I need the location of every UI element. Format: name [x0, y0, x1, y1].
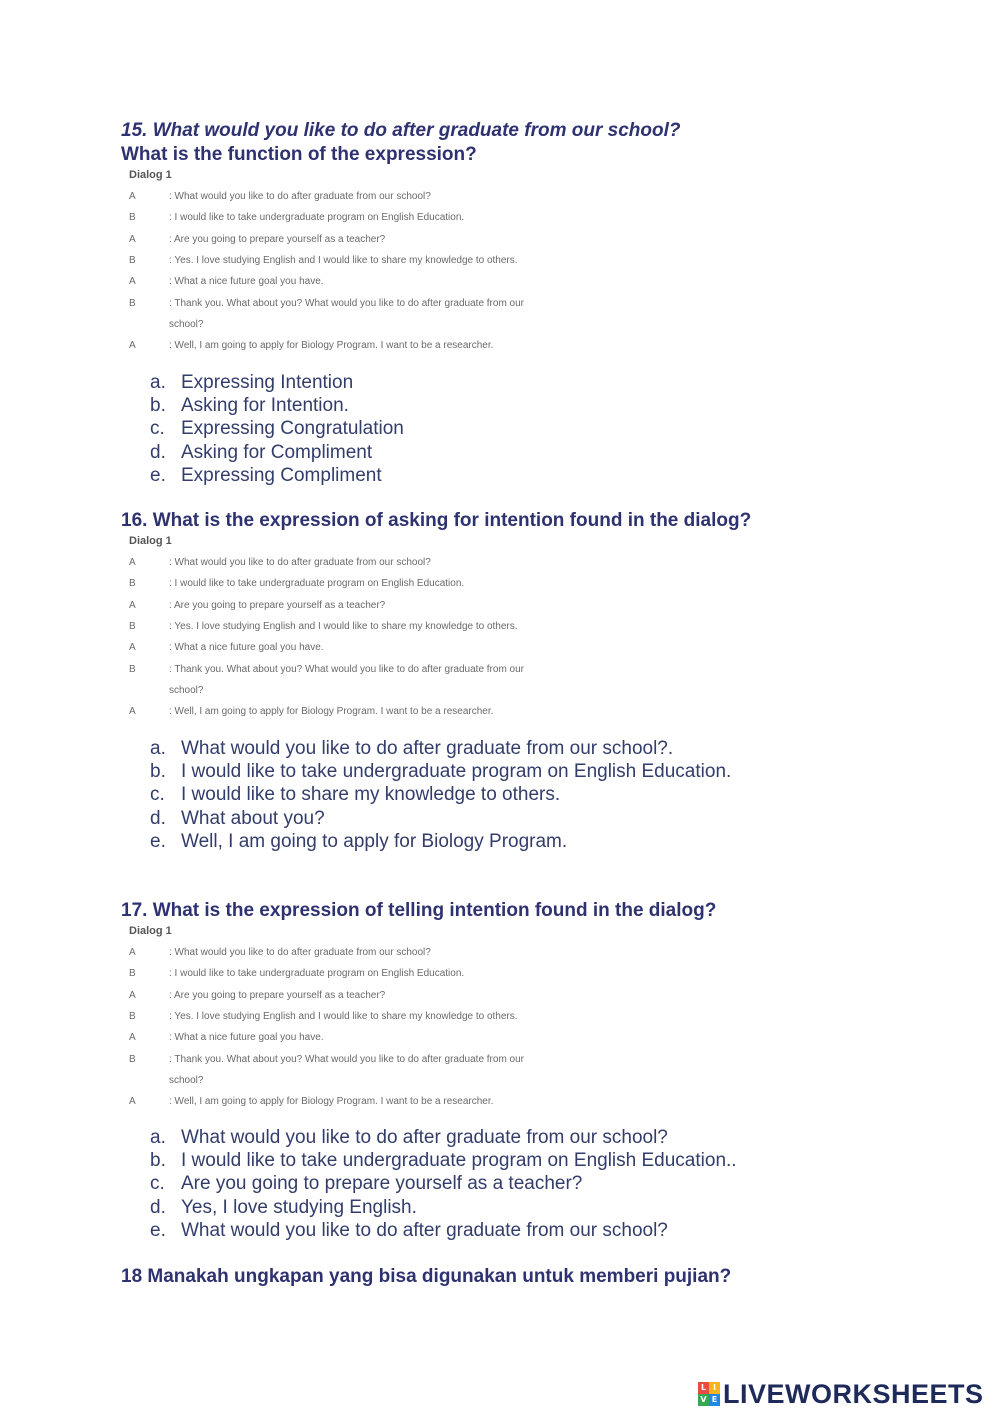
option-e[interactable]	[150, 830, 731, 853]
option-b[interactable]	[150, 394, 404, 417]
option-text: Expressing Compliment	[181, 464, 382, 486]
option-b[interactable]	[150, 760, 731, 783]
dialog-line	[129, 1032, 324, 1044]
dialog-speaker: B	[129, 620, 136, 632]
option-d[interactable]	[150, 807, 731, 830]
option-letter: a.	[150, 738, 166, 759]
dialog-speaker: A	[129, 191, 136, 202]
dialog-speaker: A	[129, 1032, 136, 1044]
dialog-line	[129, 255, 518, 267]
logo-mark-icon	[698, 1382, 720, 1406]
dialog-text: : Well, I am going to apply for Biology Program. I want to be a researcher.	[169, 340, 494, 352]
option-e[interactable]	[150, 1219, 737, 1242]
dialog-line	[129, 212, 464, 224]
logo-mark-letter: I	[709, 1382, 720, 1394]
question-17-title: 17. What is the expression of telling intention found in the dialog?	[121, 900, 717, 921]
dialog-text: : What would you like to do after graduate from our school?	[169, 191, 431, 202]
dialog-text: : Well, I am going to apply for Biology Program. I want to be a researcher.	[169, 1096, 494, 1108]
option-c[interactable]	[150, 417, 404, 440]
dialog-speaker: A	[129, 947, 136, 958]
dialog-line	[129, 340, 493, 352]
option-letter: c.	[150, 1173, 165, 1195]
options-list	[150, 1126, 737, 1242]
question-18-title: 18 Manakah ungkapan yang bisa digunakan untuk memberi pujian?	[121, 1266, 732, 1287]
dialog-line	[129, 1054, 524, 1066]
dialog-text: school?	[169, 1074, 204, 1086]
dialog-line	[129, 319, 203, 331]
dialog-speaker: B	[129, 663, 136, 675]
dialog-line	[129, 298, 524, 310]
dialog-text: : Are you going to prepare yourself as a teacher?	[169, 233, 386, 245]
dialog-text: : I would like to take undergraduate program on English Education.	[169, 968, 465, 980]
dialog-speaker: B	[129, 578, 136, 590]
dialog-line	[129, 600, 385, 612]
option-letter: a.	[150, 372, 166, 393]
dialog-text: : I would like to take undergraduate program on English Education.	[169, 578, 465, 590]
dialog-text: school?	[169, 684, 204, 696]
dialog-text: : What a nice future goal you have.	[169, 642, 324, 654]
dialog-text: : What would you like to do after graduate from our school?	[169, 947, 431, 958]
dialog-text: : Thank you. What about you? What would you like to do after graduate from our	[169, 1053, 525, 1065]
dialog-text: : Are you going to prepare yourself as a teacher?	[169, 599, 386, 611]
dialog-text: : I would like to take undergraduate program on English Education.	[169, 212, 465, 224]
dialog-text: : Yes. I love studying English and I would like to share my knowledge to others.	[169, 1010, 518, 1022]
dialog-title: Dialog 1	[129, 169, 172, 181]
option-text: Asking for Intention.	[181, 395, 349, 417]
logo-mark-letter: E	[709, 1394, 720, 1406]
dialog-speaker: A	[129, 233, 136, 245]
dialog-text: : What a nice future goal you have.	[169, 276, 324, 288]
dialog-text: school?	[169, 318, 204, 330]
dialog-speaker: A	[129, 706, 136, 718]
dialog-line	[129, 621, 518, 633]
dialog-line	[129, 276, 324, 288]
question-15-subtitle: What is the function of the expression?	[121, 144, 477, 165]
dialog-speaker: B	[129, 212, 136, 224]
question-16-title: 16. What is the expression of asking for intention found in the dialog?	[121, 510, 752, 531]
option-letter: b.	[150, 1150, 166, 1172]
logo-mark-letter: L	[698, 1382, 709, 1394]
dialog-speaker: B	[129, 254, 136, 266]
option-text: What about you?	[181, 807, 325, 829]
dialog-title: Dialog 1	[129, 535, 172, 547]
option-text: Expressing Congratulation	[181, 418, 404, 440]
dialog-speaker: A	[129, 989, 136, 1001]
option-text: I would like to take undergraduate program on English Education.	[181, 761, 732, 783]
dialog-line	[129, 642, 324, 654]
dialog-speaker: A	[129, 276, 136, 288]
option-text: Asking for Compliment	[181, 441, 373, 463]
option-b[interactable]	[150, 1149, 737, 1172]
dialog-line	[129, 191, 431, 203]
option-letter: e.	[150, 830, 166, 852]
option-a[interactable]	[150, 737, 731, 760]
logo-mark-letter: V	[698, 1394, 709, 1406]
dialog-line	[129, 685, 203, 697]
option-letter: a.	[150, 1127, 166, 1148]
dialog-line	[129, 664, 524, 676]
option-letter: c.	[150, 784, 165, 806]
option-e[interactable]	[150, 464, 404, 487]
dialog-text: : What a nice future goal you have.	[169, 1032, 324, 1044]
dialog-line	[129, 557, 431, 569]
dialog-speaker: A	[129, 1096, 136, 1108]
dialog-line	[129, 1011, 518, 1023]
option-text: I would like to take undergraduate program on English Education..	[181, 1150, 737, 1172]
dialog-text: : Yes. I love studying English and I would like to share my knowledge to others.	[169, 254, 518, 266]
dialog-line	[129, 947, 431, 959]
options-list	[150, 737, 731, 853]
dialog-speaker: B	[129, 968, 136, 980]
options-list	[150, 371, 404, 487]
option-d[interactable]	[150, 1196, 737, 1219]
option-a[interactable]	[150, 371, 404, 394]
dialog-line	[129, 968, 464, 980]
liveworksheets-logo[interactable]	[698, 1378, 984, 1410]
dialog-speaker: B	[129, 1010, 136, 1022]
option-text: Are you going to prepare yourself as a teacher?	[181, 1173, 583, 1195]
dialog-line	[129, 1096, 493, 1108]
option-c[interactable]	[150, 1172, 737, 1195]
option-letter: b.	[150, 395, 166, 417]
dialog-speaker: A	[129, 557, 136, 568]
option-text: What would you like to do after graduate from our school?	[181, 1127, 668, 1148]
option-letter: e.	[150, 464, 166, 486]
dialog-line	[129, 578, 464, 590]
dialog-title: Dialog 1	[129, 925, 172, 937]
dialog-text: : Thank you. What about you? What would you like to do after graduate from our	[169, 297, 525, 309]
dialog-speaker: B	[129, 297, 136, 309]
dialog-line	[129, 1075, 203, 1087]
question-15-title: 15. What would you like to do after graduate from our school?	[121, 120, 681, 141]
dialog-text: : Yes. I love studying English and I would like to share my knowledge to others.	[169, 620, 518, 632]
option-text: Expressing Intention	[181, 372, 354, 393]
dialog-text: : Thank you. What about you? What would you like to do after graduate from our	[169, 663, 525, 675]
option-letter: e.	[150, 1219, 166, 1241]
dialog-speaker: A	[129, 642, 136, 654]
dialog-line	[129, 706, 493, 718]
option-text: What would you like to do after graduate from our school?	[181, 1219, 668, 1241]
option-d[interactable]	[150, 441, 404, 464]
option-letter: d.	[150, 1196, 166, 1218]
logo-text: LIVEWORKSHEETS	[723, 1378, 984, 1409]
option-text: Yes, I love studying English.	[181, 1196, 417, 1218]
option-letter: d.	[150, 807, 166, 829]
dialog-line	[129, 234, 385, 246]
option-text: Well, I am going to apply for Biology Program.	[181, 830, 568, 852]
option-a[interactable]	[150, 1126, 737, 1149]
dialog-text: : Are you going to prepare yourself as a teacher?	[169, 989, 386, 1001]
option-letter: b.	[150, 761, 166, 783]
dialog-speaker: B	[129, 1053, 136, 1065]
option-letter: c.	[150, 418, 165, 440]
option-letter: d.	[150, 441, 166, 463]
dialog-speaker: A	[129, 340, 136, 352]
option-text: What would you like to do after graduate from our school?.	[181, 738, 674, 759]
dialog-line	[129, 990, 385, 1002]
dialog-text: : What would you like to do after graduate from our school?	[169, 557, 431, 568]
option-text: I would like to share my knowledge to others.	[181, 784, 561, 806]
dialog-speaker: A	[129, 599, 136, 611]
dialog-text: : Well, I am going to apply for Biology Program. I want to be a researcher.	[169, 706, 494, 718]
option-c[interactable]	[150, 783, 731, 806]
